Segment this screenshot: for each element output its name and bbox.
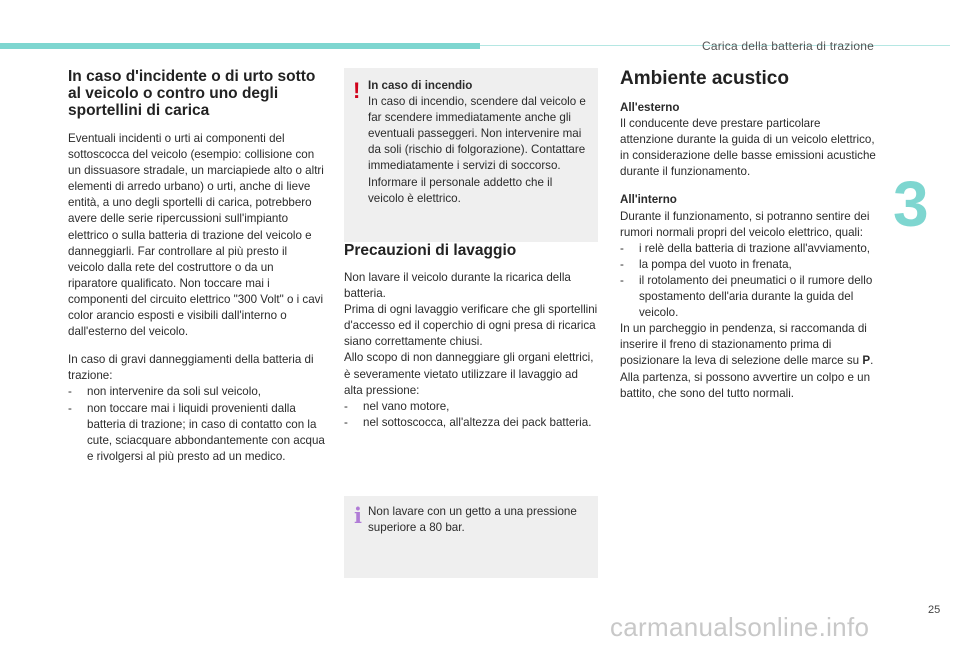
parking-paragraph	[620, 321, 876, 401]
list-item: - nel vano motore,	[344, 399, 598, 415]
damage-paragraph: In caso di gravi danneggiamenti della batteria di trazione:	[68, 353, 314, 383]
header-title: Carica della batteria di trazione	[701, 39, 874, 53]
washing-list	[344, 399, 598, 431]
list-item: - i relè della batteria di trazione all'avviamento,	[620, 241, 876, 257]
exterior-text: Il conducente deve prestare particolare attenzione durante la guida di un veicolo elettrico, in considerazione delle basse emissioni acustiche durante il funzionamento.	[620, 117, 876, 179]
column-acoustic	[620, 68, 876, 402]
damage-list	[68, 384, 326, 464]
acoustic-heading: Ambiente acustico	[620, 68, 789, 89]
washing-paragraph-3: Allo scopo di non danneggiare gli organi elettrici, è severamente vietato utilizzare il lavaggio ad alta pressione:	[344, 351, 594, 397]
info-icon: i	[354, 503, 362, 528]
fire-warning-text: In caso di incendio, scendere dal veicolo e far scendere immediatamente anche gli eventuali passeggeri. Non intervenire mai da soli (rischio di folgorazione). Contattare immediatamente i servizi di soccorso. Informare il personale addetto che il veicolo è elettrico.	[368, 95, 586, 205]
accident-heading: In caso d'incidente o di urto sotto al veicolo o contro uno degli sportellini di carica	[68, 68, 316, 119]
watermark: carmanualsonline.info	[610, 612, 870, 642]
list-item: - nel sottoscocca, all'altezza dei pack batteria.	[344, 415, 598, 431]
exterior-title: All'esterno	[620, 101, 680, 114]
pressure-info-box	[344, 496, 598, 578]
list-item: - il rotolamento dei pneumatici o il rumore dello spostamento dell'aria durante la guida del veicolo.	[620, 273, 876, 321]
gear-p-label: P	[862, 354, 871, 368]
list-item: - la pompa del vuoto in frenata,	[620, 257, 876, 273]
page-number: 25	[928, 604, 941, 616]
parking-text-after: . Alla partenza, si possono avvertire un colpo e un battito, che sono del tutto normali.	[620, 354, 874, 400]
washing-paragraph-1: Non lavare il veicolo durante la ricarica della batteria.	[344, 271, 571, 301]
column-accident	[68, 68, 326, 465]
washing-paragraph-2: Prima di ogni lavaggio verificare che gli sportellini d'accesso ed il coperchio di ogni presa di ricarica siano correttamente chiusi.	[344, 303, 598, 349]
parking-text-before: In un parcheggio in pendenza, si raccomanda di inserire il freno di stazionamento prima di posizionare la leva di selezione delle marce su	[620, 322, 867, 368]
header-accent-bar	[0, 43, 480, 49]
fire-warning-box	[344, 68, 598, 242]
warning-icon: !	[353, 78, 361, 103]
column-washing	[344, 68, 598, 535]
chapter-number: 3	[893, 168, 929, 240]
washing-heading: Precauzioni di lavaggio	[344, 242, 517, 259]
accident-paragraph: Eventuali incidenti o urti ai componenti del sottoscocca del veicolo (esempio: collisione con un dissuasore stradale, un marciapiede alto o altri elementi di arredo urbano) o urti, anche di lieve entità, a uno degli sportelli di carica, potrebbero avere delle serie ripercussioni sull'impianto elettrico o sulla batteria di trazione del veicolo e danneggiarli. Far controllare al più presto il veicolo dalla rete del costruttore o da un riparatore qualificato. Non toccare mai i componenti del circuito elettrico "300 Volt" o i cavi color arancio esposti e visibili dall'interno o dall'esterno del veicolo.	[68, 132, 324, 339]
list-item: - non intervenire da soli sul veicolo,	[68, 384, 326, 400]
fire-warning-title: In caso di incendio	[368, 79, 473, 92]
interior-text: Durante il funzionamento, si potranno sentire dei rumori normali propri del veicolo elettrico, quali:	[620, 209, 870, 239]
list-item: - non toccare mai i liquidi provenienti dalla batteria di trazione; in caso di contatto con la cute, sciacquare abbondantemente con acqua e rivolgersi al più presto ad un medico.	[68, 401, 326, 465]
noise-list	[620, 241, 876, 321]
pressure-info-text: Non lavare con un getto a una pressione superiore a 80 bar.	[368, 505, 577, 535]
interior-title: All'interno	[620, 193, 677, 207]
